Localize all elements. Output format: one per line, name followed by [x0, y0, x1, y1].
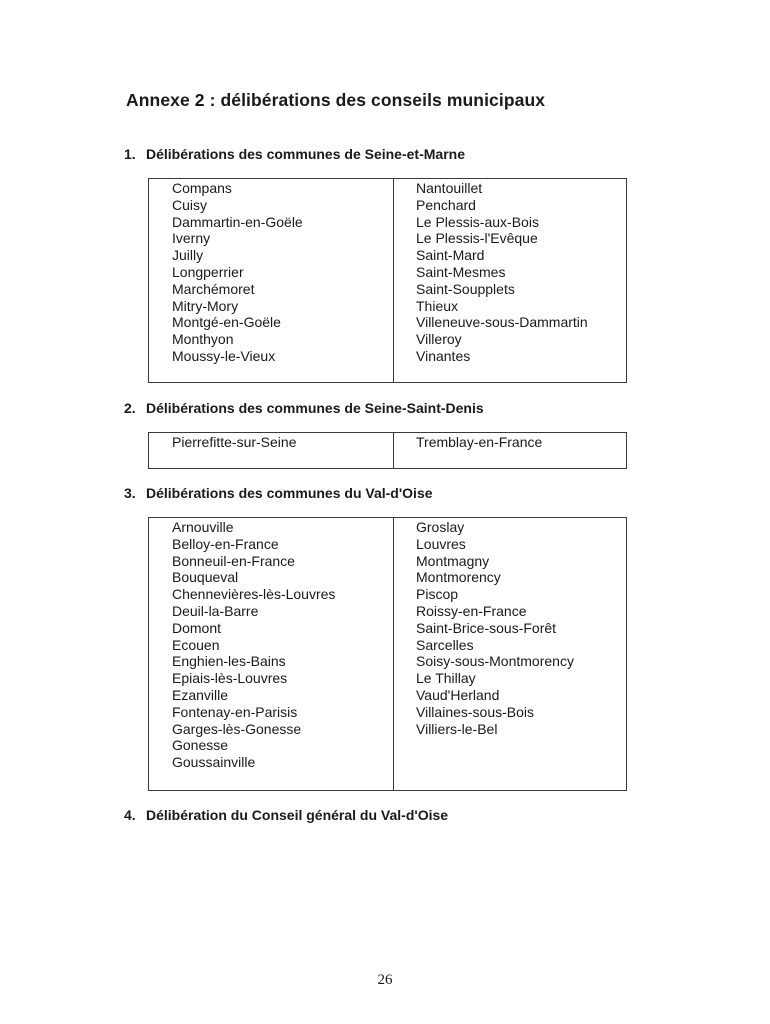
- commune-box-seine-et-marne: [148, 178, 627, 383]
- commune-box-val-d-oise: [148, 517, 627, 791]
- commune-name: Juilly: [172, 247, 204, 264]
- commune-name: Vaud'Herland: [416, 686, 500, 703]
- section-title: Délibérations des communes de Seine-Saint-Denis: [146, 400, 484, 416]
- commune-name: Villeroy: [416, 331, 462, 348]
- commune-name: Villeneuve-sous-Dammartin: [416, 314, 588, 331]
- commune-name: Monthyon: [172, 331, 234, 348]
- page-number: 26: [377, 972, 393, 988]
- commune-name: Le Plessis-l'Evêque: [416, 230, 538, 247]
- commune-name: Saint-Soupplets: [416, 280, 515, 297]
- commune-name: Soisy-sous-Montmorency: [416, 653, 574, 670]
- commune-name: Belloy-en-France: [172, 535, 279, 552]
- commune-name: Gonesse: [172, 737, 229, 754]
- commune-name: Saint-Mard: [416, 247, 485, 264]
- commune-box-seine-saint-denis: [148, 432, 627, 469]
- commune-name: Arnouville: [172, 519, 234, 535]
- commune-name: Domont: [172, 619, 222, 636]
- commune-name: Compans: [172, 180, 232, 196]
- commune-name: Ecouen: [172, 636, 220, 653]
- commune-name: Marchémoret: [172, 280, 255, 297]
- column-divider: [393, 518, 394, 790]
- commune-name: Enghien-les-Bains: [172, 653, 286, 670]
- commune-name: Garges-lès-Gonesse: [172, 720, 302, 737]
- commune-name: Ezanville: [172, 686, 229, 703]
- commune-name: Mitry-Mory: [172, 297, 239, 314]
- commune-name: Deuil-la-Barre: [172, 602, 259, 619]
- commune-name: Bouqueval: [172, 569, 239, 586]
- commune-name: Bonneuil-en-France: [172, 552, 295, 569]
- commune-name: Saint-Brice-sous-Forêt: [416, 619, 557, 636]
- commune-name: Louvres: [416, 535, 466, 552]
- commune-name: Pierrefitte-sur-Seine: [172, 434, 297, 450]
- commune-name: Thieux: [416, 297, 459, 314]
- commune-list-right: [416, 180, 588, 365]
- commune-list-right: [416, 434, 542, 451]
- commune-name: Villiers-le-Bel: [416, 720, 498, 737]
- commune-name: Tremblay-en-France: [416, 434, 543, 450]
- section-heading-seine-saint-denis: [124, 400, 484, 416]
- section-heading-seine-et-marne: [124, 146, 465, 162]
- commune-name: Dammartin-en-Goële: [172, 213, 303, 230]
- commune-list-left: [172, 519, 335, 771]
- column-divider: [393, 433, 394, 468]
- commune-list-right: [416, 519, 574, 737]
- commune-name: Piscop: [416, 586, 459, 603]
- section-number: 2.: [124, 400, 136, 416]
- commune-name: Vinantes: [416, 347, 471, 364]
- commune-name: Longperrier: [172, 263, 244, 280]
- commune-name: Nantouillet: [416, 180, 483, 196]
- commune-name: Epiais-lès-Louvres: [172, 670, 288, 687]
- section-title: Délibérations des communes du Val-d'Oise: [146, 485, 433, 501]
- section-number: 1.: [124, 146, 136, 162]
- section-title: Délibérations des communes de Seine-et-Marne: [146, 146, 465, 162]
- commune-name: Montmorency: [416, 569, 501, 586]
- commune-list-left: [172, 180, 303, 365]
- commune-name: Sarcelles: [416, 636, 474, 653]
- commune-name: Montmagny: [416, 552, 490, 569]
- commune-name: Groslay: [416, 519, 465, 535]
- commune-name: Cuisy: [172, 196, 208, 213]
- column-divider: [393, 179, 394, 382]
- section-heading-val-d-oise: [124, 485, 433, 501]
- commune-name: Penchard: [416, 196, 476, 213]
- commune-list-left: [172, 434, 297, 451]
- commune-name: Chennevières-lès-Louvres: [172, 586, 336, 603]
- section-number: 3.: [124, 485, 136, 501]
- commune-name: Le Plessis-aux-Bois: [416, 213, 539, 230]
- commune-name: Villaines-sous-Bois: [416, 703, 535, 720]
- commune-name: Iverny: [172, 230, 211, 247]
- commune-name: Goussainville: [172, 754, 256, 771]
- commune-name: Saint-Mesmes: [416, 263, 506, 280]
- commune-name: Roissy-en-France: [416, 602, 527, 619]
- page-title: Annexe 2 : délibérations des conseils municipaux: [126, 90, 546, 110]
- section-number: 4.: [124, 807, 136, 823]
- commune-name: Fontenay-en-Parisis: [172, 703, 298, 720]
- section-title: Délibération du Conseil général du Val-d'Oise: [146, 807, 449, 823]
- commune-name: Moussy-le-Vieux: [172, 347, 276, 364]
- section-heading-conseil-general: [124, 807, 448, 823]
- commune-name: Le Thillay: [416, 670, 476, 687]
- commune-name: Montgé-en-Goële: [172, 314, 281, 331]
